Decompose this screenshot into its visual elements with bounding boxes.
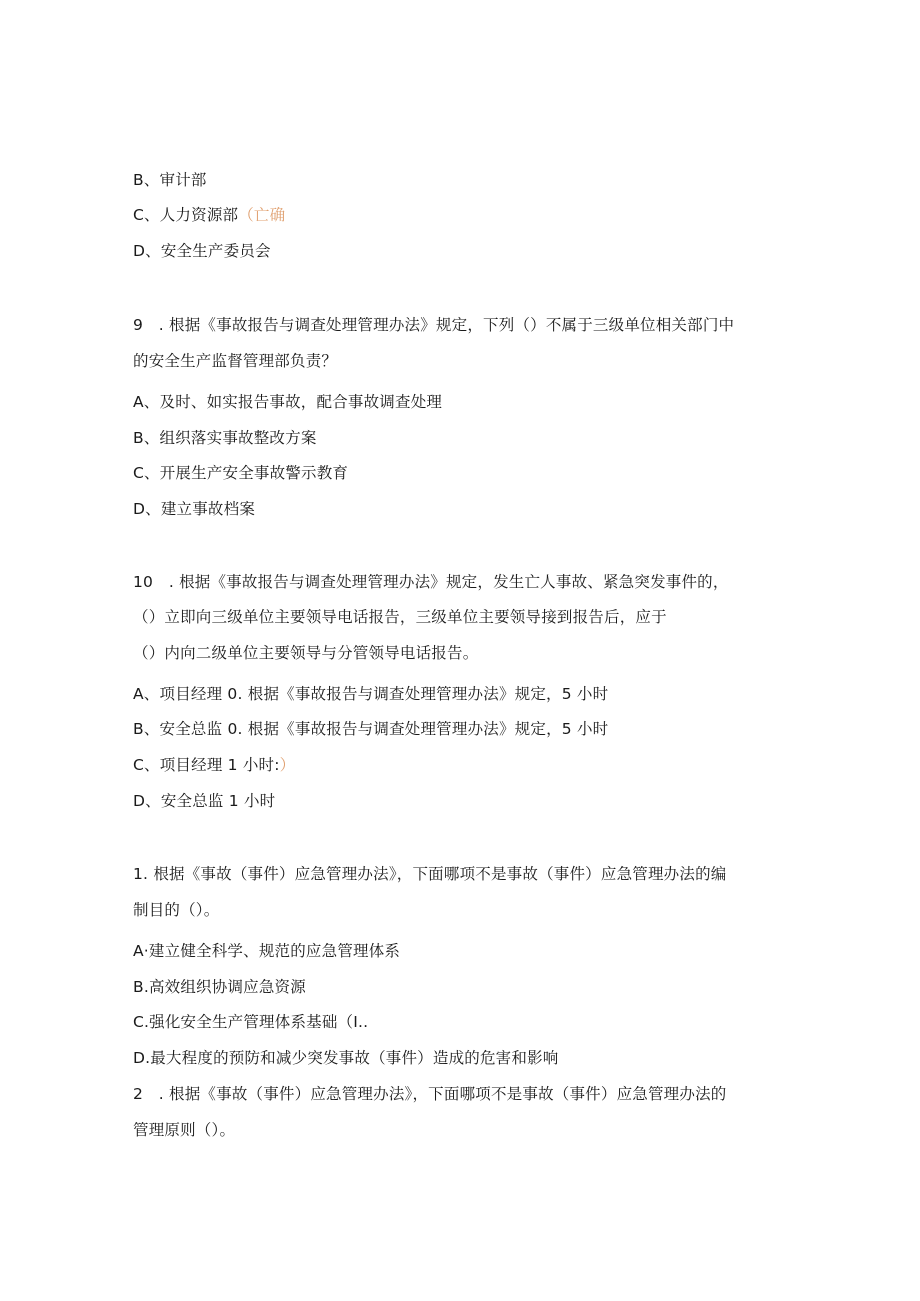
s1-option-b: B.高效组织协调应急资源 <box>133 978 306 996</box>
q8-option-b: B、审计部 <box>133 171 207 189</box>
q10-option-b: B、安全总监 0. 根据《事故报告与调查处理管理办法》规定，5 小时 <box>133 720 609 738</box>
q8-option-c <box>133 205 285 225</box>
q9-stem-line-1: 9 . 根据《事故报告与调查处理管理办法》规定，下列（）不属于三级单位相关部门中 <box>133 316 735 334</box>
q10-stem-line-1: 10 . 根据《事故报告与调查处理管理办法》规定，发生亡人事故、紧急突发事件的， <box>133 573 729 591</box>
q10-stem-line-3: （）内向二级单位主要领导与分管领导电话报告。 <box>133 644 479 662</box>
s2-stem-line-2: 管理原则（）。 <box>133 1121 236 1139</box>
q9-option-c: C、开展生产安全事故警示教育 <box>133 464 349 482</box>
q8-option-c-text: C、人力资源部 <box>133 206 239 224</box>
q8-option-d: D、安全生产委员会 <box>133 242 271 260</box>
q10-option-c-mark: ） <box>279 756 296 774</box>
q9-option-b: B、组织落实事故整改方案 <box>133 429 317 447</box>
q8-option-c-mark: （亡确 <box>238 206 286 224</box>
q9-option-d: D、建立事故档案 <box>133 500 256 518</box>
s1-option-d: D.最大程度的预防和减少突发事故（事件）造成的危害和影响 <box>133 1049 559 1067</box>
s1-option-c: C.强化安全生产管理体系基础（I.. <box>133 1013 369 1031</box>
s1-stem-line-2: 制目的（）。 <box>133 901 220 919</box>
q10-option-c-text: C、项目经理 1 小时: <box>133 756 280 774</box>
q10-option-c <box>133 755 295 775</box>
q10-stem-line-2: （）立即向三级单位主要领导电话报告，三级单位主要领导接到报告后，应于 <box>133 608 667 626</box>
q10-option-d: D、安全总监 1 小时 <box>133 792 276 810</box>
q9-stem-line-2: 的安全生产监督管理部负责？ <box>133 352 338 370</box>
s1-stem-line-1: 1. 根据《事故（事件）应急管理办法》，下面哪项不是事故（事件）应急管理办法的编 <box>133 865 727 883</box>
s1-option-a: A·建立健全科学、规范的应急管理体系 <box>133 942 401 960</box>
q10-option-a: A、项目经理 0. 根据《事故报告与调查处理管理办法》规定，5 小时 <box>133 685 609 703</box>
q9-option-a: A、及时、如实报告事故，配合事故调查处理 <box>133 393 443 411</box>
s2-stem-line-1: 2 . 根据《事故（事件）应急管理办法》，下面哪项不是事故（事件）应急管理办法的 <box>133 1085 727 1103</box>
